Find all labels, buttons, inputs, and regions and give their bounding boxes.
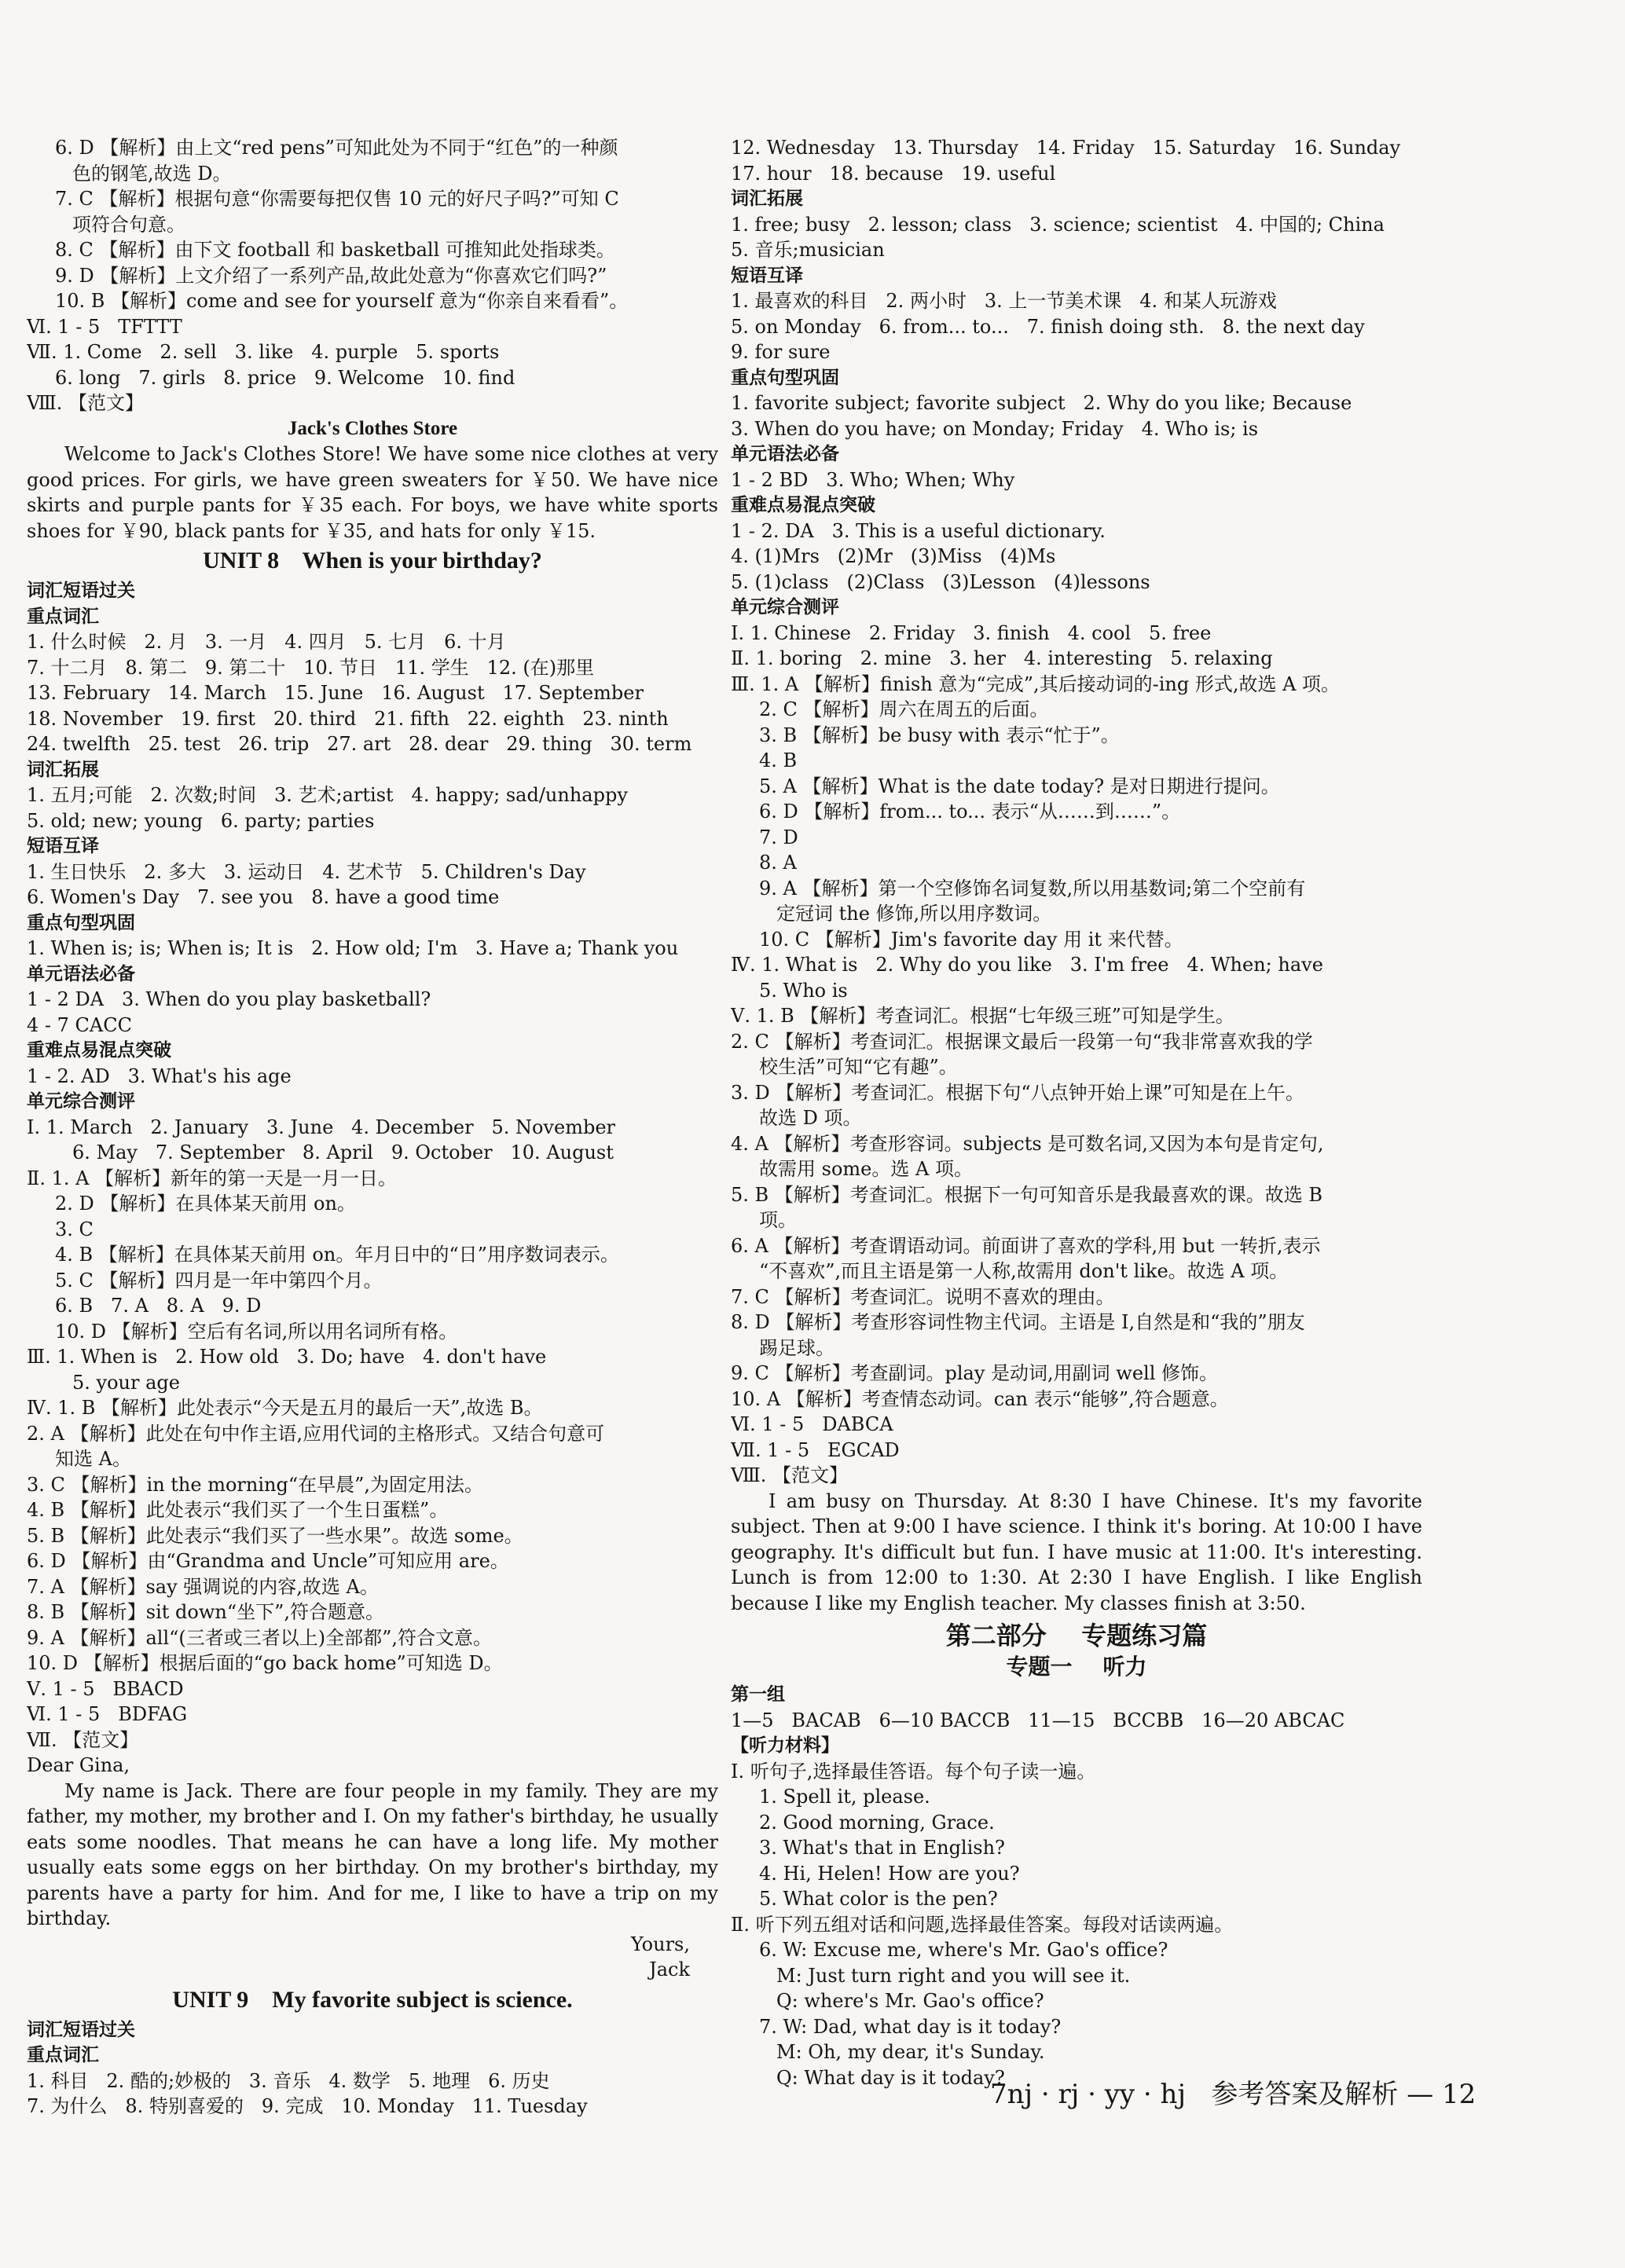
text-line: 6. May 7. September 8. April 9. October 10. August [72,1141,614,1163]
text-line: Ⅷ. 【范文】 [27,392,145,414]
text-line: 项符合句意。 [72,213,185,236]
text-line: 2. Good morning, Grace. [759,1811,995,1834]
text-line: 9. for sure [731,341,831,363]
text-line: Jack [649,1958,690,1980]
text-line: Ⅶ. 【范文】 [27,1728,139,1751]
text-line: 1. favorite subject; favorite subject 2. Why do you like; Because [731,392,1352,414]
text-line: Ⅵ. 1 - 5 TFTTT [27,315,182,338]
text-line: 7. D [759,826,798,848]
section-heading: 短语互译 [27,836,99,856]
text-line: 8. D 【解析】考查形容词性物主代词。主语是 I,自然是和“我的”朋友 [731,1311,1305,1333]
text-line: 知选 A。 [55,1448,131,1470]
text-line: 10. D 【解析】根据后面的“go back home”可知选 D。 [27,1652,503,1674]
text-line: 8. C 【解析】由下文 football 和 basketball 可推知此处指球类。 [55,239,615,261]
text-line: 1—5 BACAB 6—10 BACCB 11—15 BCCBB 16—20 ABCAC [731,1709,1345,1731]
text-line: 2. D 【解析】在具体某天前用 on。 [55,1193,356,1215]
text-line: Ⅶ. 1. Come 2. sell 3. like 4. purple 5. sports [27,341,500,363]
text-line: 5. B 【解析】此处表示“我们买了一些水果”。故选 some。 [27,1524,523,1547]
part-title: 第二部分 专题练习篇 [945,1621,1208,1651]
text-line: Ⅲ. 1. When is 2. How old 3. Do; have 4. don't have [27,1346,547,1368]
text-line: Q: What day is it today? [776,2066,1005,2089]
text-line: 6. B 7. A 8. A 9. D [55,1295,262,1317]
section-heading: 重点词汇 [27,606,99,627]
section-heading: 单元综合测评 [27,1091,135,1112]
section-heading: 重难点易混点突破 [731,495,875,515]
model-essay-paragraph: I am busy on Thursday. At 8:30 I have Chinese. It's my favorite subject. Then at 9:00 I have science. I think it's boring. At 10:00 I have geography. It's difficult but fun. I have music at 11:00. It's interesting. Lunch is from 12:00 to 1:30. At 2:30 I have English. I like English because I like my English teacher. My classes finish at 3:50. [731,1489,1422,1614]
text-line: Ⅳ. 1. What is 2. Why do you like 3. I'm free 4. When; have [731,954,1323,976]
text-line: 3. C 【解析】in the morning“在早晨”,为固定用法。 [27,1473,484,1496]
right-column [731,135,1422,2090]
text-line: 1 - 2. DA 3. This is a useful dictionary. [731,519,1106,542]
text-line: Ⅴ. 1 - 5 BBACD [27,1677,184,1700]
unit-title: UNIT 8 When is your birthday? [203,548,542,573]
text-line: Ⅰ. 1. March 2. January 3. June 4. December 5. November [27,1116,615,1138]
text-line: 4. (1)Mrs (2)Mr (3)Miss (4)Ms [731,545,1056,567]
text-line: 1 - 2. AD 3. What's his age [27,1064,292,1087]
section-heading: 短语互译 [731,265,803,286]
text-line: 6. D 【解析】由上文“red pens”可知此处为不同于“红色”的一种颜 [55,137,618,159]
text-line: 4. B 【解析】在具体某天前用 on。年月日中的“日”用序数词表示。 [55,1244,619,1266]
text-line: 5. A 【解析】What is the date today? 是对日期进行提问。 [759,775,1280,797]
text-line: 7. W: Dad, what day is it today? [759,2015,1062,2038]
text-line: 9. C 【解析】考查副词。play 是动词,用副词 well 修饰。 [731,1362,1219,1384]
text-line: 故选 D 项。 [759,1107,862,1129]
text-line: 2. C 【解析】考查词汇。根据课文最后一段第一句“我非常喜欢我的学 [731,1030,1313,1053]
text-line: 6. Women's Day 7. see you 8. have a good time [27,886,500,908]
text-line: 6. long 7. girls 8. price 9. Welcome 10. find [55,366,515,389]
text-line: M: Oh, my dear, it's Sunday. [776,2041,1045,2063]
text-line: 7. C 【解析】考查词汇。说明不喜欢的理由。 [731,1285,1115,1308]
text-line: 10. A 【解析】考查情态动词。can 表示“能够”,符合题意。 [731,1387,1229,1410]
text-line: 10. C 【解析】Jim's favorite day 用 it 来代替。 [759,928,1183,951]
text-line: 1. 科目 2. 酷的;妙极的 3. 音乐 4. 数学 5. 地理 6. 历史 [27,2069,550,2092]
section-heading: 词汇拓展 [27,759,99,780]
text-line: 2. A 【解析】此处在句中作主语,应用代词的主格形式。又结合句意可 [27,1422,605,1445]
text-line: 24. twelfth 25. test 26. trip 27. art 28. dear 29. thing 30. term [27,733,692,755]
section-heading: 重点句型巩固 [27,912,135,933]
text-line: 3. D 【解析】考查词汇。根据下句“八点钟开始上课”可知是在上午。 [731,1081,1304,1104]
text-line: 12. Wednesday 13. Thursday 14. Friday 15. Saturday 16. Sunday [731,137,1401,159]
text-line: Ⅵ. 1 - 5 BDFAG [27,1703,188,1725]
text-line: 1. When is; is; When is; It is 2. How old; I'm 3. Have a; Thank you [27,937,679,959]
text-line: Ⅱ. 听下列五组对话和问题,选择最佳答案。每段对话读两遍。 [731,1913,1234,1936]
text-line: 4. Hi, Helen! How are you? [759,1862,1020,1885]
text-line: 1 - 2 DA 3. When do you play basketball? [27,988,431,1010]
essay-title: Jack's Clothes Store [287,417,458,439]
text-line: 项。 [759,1209,797,1231]
text-line: 6. A 【解析】考查谓语动词。前面讲了喜欢的学科,用 but 一转折,表示 [731,1234,1321,1257]
section-heading: 单元语法必备 [27,963,135,984]
text-line: 5. (1)class (2)Class (3)Lesson (4)lessons [731,570,1150,593]
text-line: 7. C 【解析】根据句意“你需要每把仅售 10 元的好尺子吗?”可知 C [55,188,619,210]
text-line: 9. A 【解析】第一个空修饰名词复数,所以用基数词;第二个空前有 [759,877,1306,900]
text-line: Ⅱ. 1. A 【解析】新年的第一天是一月一日。 [27,1167,398,1189]
text-line: 1. free; busy 2. lesson; class 3. science; scientist 4. 中国的; China [731,213,1385,236]
text-line: 4. A 【解析】考查形容词。subjects 是可数名词,又因为本句是肯定句, [731,1132,1324,1155]
section-heading: 重点句型巩固 [731,367,839,388]
text-line: 4. B [759,749,798,771]
text-line: 1. 什么时候 2. 月 3. 一月 4. 四月 5. 七月 6. 十月 [27,631,506,653]
text-line: 3. B 【解析】be busy with 表示“忙于”。 [759,724,1120,746]
text-line: Ⅷ. 【范文】 [731,1464,849,1486]
text-line: 3. C [55,1218,94,1240]
section-heading: 词汇拓展 [731,189,803,209]
text-line: 1. 五月;可能 2. 次数;时间 3. 艺术;artist 4. happy; sad/unhappy [27,784,628,806]
text-line: Ⅴ. 1. B 【解析】考查词汇。根据“七年级三班”可知是学生。 [731,1005,1234,1027]
page-footer: 7nj · rj · yy · hj 参考答案及解析 — 12 [990,2079,1476,2110]
text-line: 5. 音乐;musician [731,239,885,261]
text-line: 7. 十二月 8. 第二 9. 第二十 10. 节日 11. 学生 12. (在)那里 [27,656,595,679]
text-line: 5. on Monday 6. from... to... 7. finish doing sth. 8. the next day [731,315,1365,338]
text-line: 5. Who is [759,979,848,1002]
section-heading: 第一组 [731,1684,785,1705]
text-line: 13. February 14. March 15. June 16. August 17. September [27,682,644,704]
text-line: 8. A [759,852,797,874]
text-line: 18. November 19. first 20. third 21. fifth 22. eighth 23. ninth [27,707,669,730]
text-line: Ⅲ. 1. A 【解析】finish 意为“完成”,其后接动词的-ing 形式,故选 A 项。 [731,672,1341,695]
text-line: 踢足球。 [759,1336,835,1359]
text-line: 7. 为什么 8. 特别喜爱的 9. 完成 10. Monday 11. Tuesday [27,2095,588,2117]
text-line: 17. hour 18. because 19. useful [731,162,1056,185]
text-line: Dear Gina, [27,1754,130,1776]
text-line: 3. When do you have; on Monday; Friday 4. Who is; is [731,417,1259,440]
text-line: Yours, [630,1933,690,1955]
text-line: 5. old; new; young 6. party; parties [27,809,375,832]
text-line: 6. W: Excuse me, where's Mr. Gao's office? [759,1939,1168,1961]
text-line: 5. C 【解析】四月是一年中第四个月。 [55,1269,383,1292]
text-line: Q: where's Mr. Gao's office? [776,1990,1044,2012]
text-line: 校生活”可知“它有趣”。 [759,1056,958,1078]
text-line: Ⅳ. 1. B 【解析】此处表示“今天是五月的最后一天”,故选 B。 [27,1397,543,1419]
text-line: 10. B 【解析】come and see for yourself 意为“你亲自来看看”。 [55,290,629,312]
section-heading: 【听力材料】 [731,1735,839,1756]
text-line: 色的钢笔,故选 D。 [72,162,232,185]
section-heading: 词汇短语过关 [27,2019,135,2040]
text-line: 6. D 【解析】由“Grandma and Uncle”可知应用 are。 [27,1550,509,1572]
text-line: 8. B 【解析】sit down“坐下”,符合题意。 [27,1601,385,1623]
text-line: 9. A 【解析】all“(三者或三者以上)全部都”,符合文意。 [27,1626,493,1649]
section-heading: 重难点易混点突破 [27,1040,171,1061]
text-line: 定冠词 the 修饰,所以用序数词。 [776,903,1052,925]
text-line: M: Just turn right and you will see it. [776,1964,1131,1987]
section-heading: 重点词汇 [27,2045,99,2065]
text-line: 5. your age [72,1371,180,1394]
text-line: 4. B 【解析】此处表示“我们买了一个生日蛋糕”。 [27,1499,449,1521]
section-heading: 词汇短语过关 [27,581,135,601]
text-line: 9. D 【解析】上文介绍了一系列产品,故此处意为“你喜欢它们吗?” [55,264,607,287]
text-line: 故需用 some。选 A 项。 [759,1158,973,1180]
text-line: 5. B 【解析】考查词汇。根据下一句可知音乐是我最喜欢的课。故选 B [731,1183,1323,1206]
text-line: 1 - 2 BD 3. Who; When; Why [731,468,1015,491]
text-line: Ⅰ. 听句子,选择最佳答语。每个句子读一遍。 [731,1760,1096,1783]
text-line: 1. 生日快乐 2. 多大 3. 运动日 4. 艺术节 5. Children's Day [27,860,586,883]
text-line: Ⅶ. 1 - 5 EGCAD [731,1438,900,1461]
section-heading: 单元综合测评 [731,597,839,617]
text-line: Ⅱ. 1. boring 2. mine 3. her 4. interesting 5. relaxing [731,647,1273,669]
text-line: 1. Spell it, please. [759,1786,930,1808]
model-essay-paragraph: Welcome to Jack's Clothes Store! We have some nice clothes at very good prices. For girls, we have green sweaters for ￥50. We have nice skirts and purple pants for ￥35 each. For boys, we have white sports shoes for ￥90, black pants for ￥35, and hats for only ￥15. [27,443,718,542]
text-line: 5. What color is the pen? [759,1888,998,1910]
unit-title: UNIT 9 My favorite subject is science. [172,1986,573,2013]
topic-title: 专题一 听力 [1006,1654,1147,1680]
text-line: 3. What's that in English? [759,1837,1005,1859]
left-column [27,135,718,2120]
text-line: “不喜欢”,而且主语是第一人称,故需用 don't like。故选 A 项。 [759,1260,1289,1282]
text-line: 4 - 7 CACC [27,1013,132,1036]
text-line: 7. A 【解析】say 强调说的内容,故选 A。 [27,1575,379,1598]
text-line: Ⅵ. 1 - 5 DABCA [731,1413,893,1435]
model-essay-paragraph: My name is Jack. There are four people in my family. They are my father, my mother, my brother and I. On my father's birthday, he usually eats some noodles. That means he can have a long life. My mother usually eats some eggs on her birthday. On my brother's birthday, my parents have a party for him. And for me, I like to have a trip on my birthday. [27,1779,718,1929]
text-line: 6. D 【解析】from... to... 表示“从……到……”。 [759,801,1181,823]
text-line: 2. C 【解析】周六在周五的后面。 [759,698,1049,720]
section-heading: 单元语法必备 [731,444,839,464]
text-line: 10. D 【解析】空后有名词,所以用名词所有格。 [55,1320,458,1343]
text-line: 1. 最喜欢的科目 2. 两小时 3. 上一节美术课 4. 和某人玩游戏 [731,290,1277,312]
text-line: Ⅰ. 1. Chinese 2. Friday 3. finish 4. cool 5. free [731,621,1212,644]
